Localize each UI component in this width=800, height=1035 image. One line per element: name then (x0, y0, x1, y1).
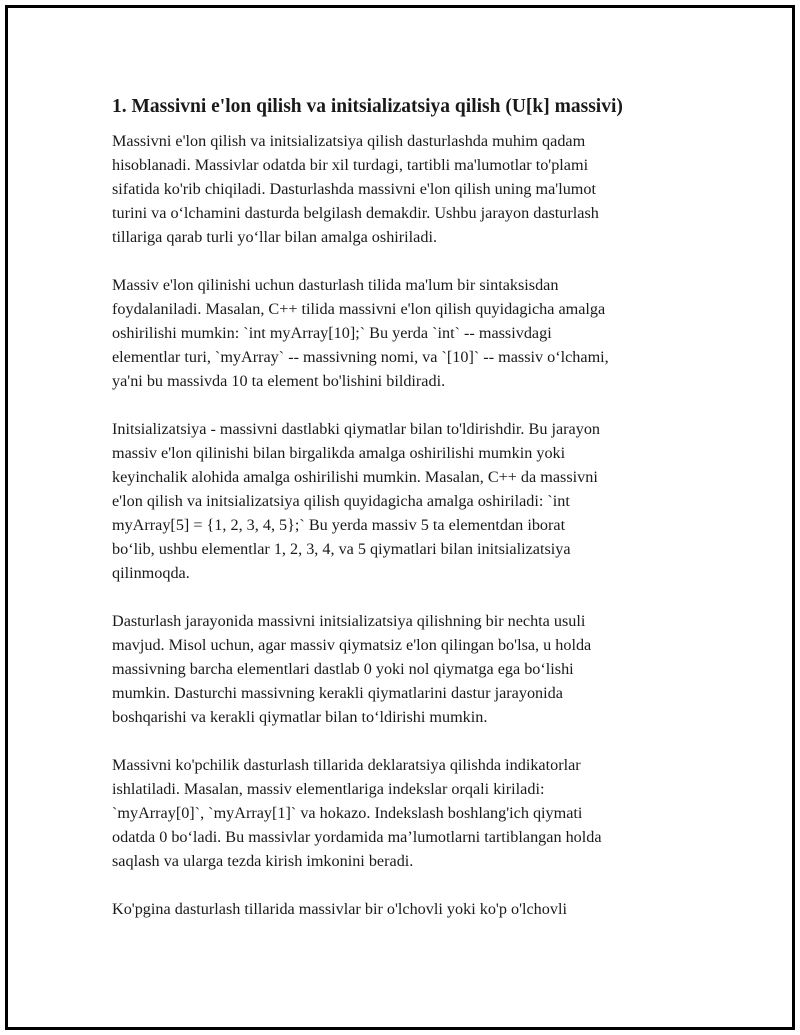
text-line: Massivni e'lon qilish va initsializatsiya qilish dasturlashda muhim qadam (112, 132, 586, 150)
text-line: myArray[5] = {1, 2, 3, 4, 5};` Bu yerda massiv 5 ta elementdan iborat (112, 516, 566, 534)
text-line: Massivni ko'pchilik dasturlash tillarida deklaratsiya qilishda indikatorlar (112, 756, 581, 774)
text-line: keyinchalik alohida amalga oshirilishi mumkin. Masalan, C++ da massivni (112, 468, 598, 486)
text-line: odatda 0 bo‘ladi. Bu massivlar yordamida ma’lumotlarni tartiblangan holda (112, 828, 602, 846)
text-line: boshqarishi va kerakli qiymatlar bilan to‘ldirishi mumkin. (112, 708, 488, 726)
document-title: 1. Massivni e'lon qilish va initsializatsiya qilish (U[k] massivi) (112, 96, 623, 117)
text-line: elementlar turi, `myArray` -- massivning nomi, va `[10]` -- massiv o‘lchami, (112, 348, 609, 366)
paragraph (112, 273, 682, 393)
text-line: sifatida ko'rib chiqiladi. Dasturlashda massivni e'lon qilish uning ma'lumot (112, 180, 596, 198)
paragraph (112, 753, 682, 873)
text-line: hisoblanadi. Massivlar odatda bir xil turdagi, tartibli ma'lumotlar to'plami (112, 156, 589, 174)
text-line: tillariga qarab turli yo‘llar bilan amalga oshiriladi. (112, 228, 437, 246)
text-line: massiv e'lon qilinishi bilan birgalikda amalga oshirilishi mumkin yoki (112, 444, 566, 462)
text-line: Initsializatsiya - massivni dastlabki qiymatlar bilan to'ldirishdir. Bu jarayon (112, 420, 601, 438)
text-line: ishlatiladi. Masalan, massiv elementlariga indekslar orqali kiriladi: (112, 780, 545, 798)
paragraph (112, 417, 682, 585)
text-line: massivning barcha elementlari dastlab 0 yoki nol qiymatga ega bo‘lishi (112, 660, 574, 678)
paragraph (112, 897, 682, 921)
text-line: bo‘lib, ushbu elementlar 1, 2, 3, 4, va 5 qiymatlari bilan initsializatsiya (112, 540, 571, 558)
text-line: Ko'pgina dasturlash tillarida massivlar bir o'lchovli yoki ko'p o'lchovli (112, 900, 567, 918)
text-line: saqlash va ularga tezda kirish imkonini beradi. (112, 852, 414, 870)
text-line: turini va o‘lchamini dasturda belgilash demakdir. Ushbu jarayon dasturlash (112, 204, 599, 222)
text-line: mavjud. Misol uchun, agar massiv qiymatsiz e'lon qilingan bo'lsa, u holda (112, 636, 592, 654)
text-line: e'lon qilish va initsializatsiya qilish quyidagicha amalga oshiriladi: `int (112, 492, 570, 510)
text-line: Dasturlash jarayonida massivni initsializatsiya qilishning bir nechta usuli (112, 612, 586, 630)
paragraph (112, 609, 682, 729)
text-line: foydalaniladi. Masalan, C++ tilida massivni e'lon qilish quyidagicha amalga (112, 300, 606, 318)
document-body (112, 94, 682, 945)
text-line: `myArray[0]`, `myArray[1]` va hokazo. Indekslash boshlang'ich qiymati (112, 804, 583, 822)
text-line: oshirilishi mumkin: `int myArray[10];` Bu yerda `int` -- massivdagi (112, 324, 552, 342)
text-line: Massiv e'lon qilinishi uchun dasturlash tilida ma'lum bir sintaksisdan (112, 276, 559, 294)
text-line: mumkin. Dasturchi massivning kerakli qiymatlarini dastur jarayonida (112, 684, 563, 702)
paragraph (112, 129, 682, 249)
text-line: ya'ni bu massivda 10 ta element bo'lishini bildiradi. (112, 372, 446, 390)
text-line: qilinmoqda. (112, 564, 190, 582)
